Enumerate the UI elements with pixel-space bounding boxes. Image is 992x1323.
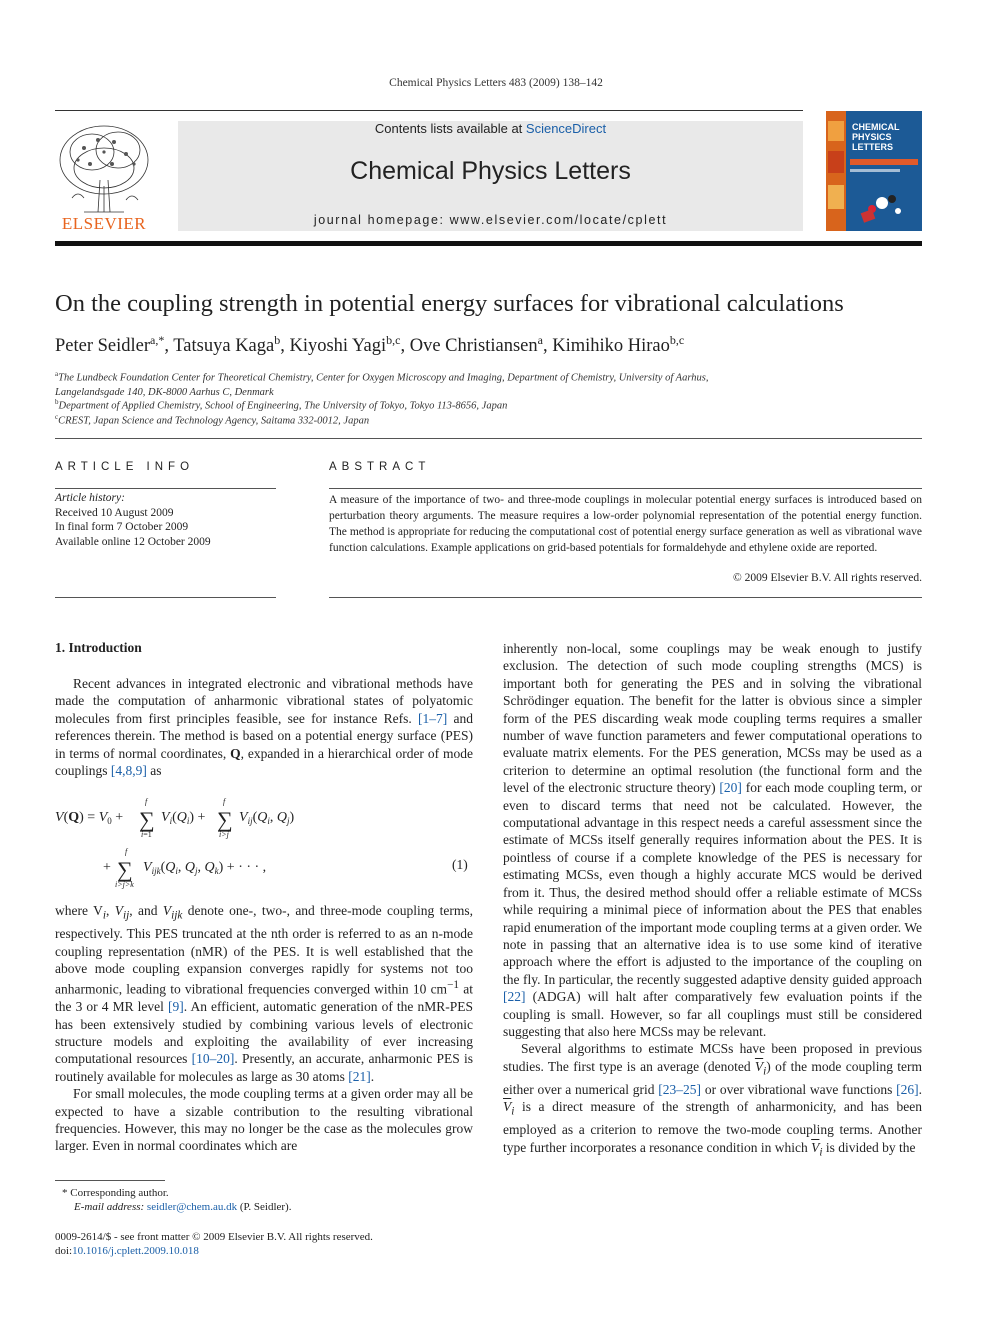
reference-link[interactable]: [21] bbox=[348, 1068, 371, 1084]
svg-text:Vijk(Qi, Qj, Qk) + · · · ,: $V_{ijk}(Q_i$, $Q_j$, $Q_k$) + · · · , bbox=[143, 860, 267, 876]
email-note bbox=[74, 1201, 291, 1213]
svg-text:∑: ∑ bbox=[139, 807, 155, 832]
email-suffix: (P. Seidler). bbox=[237, 1201, 292, 1213]
svg-text:∑: ∑ bbox=[217, 807, 233, 832]
paragraph-text: at the 3 or 4 MR level bbox=[55, 981, 473, 1015]
affiliation-mark: a bbox=[55, 370, 59, 378]
right-column-text: inherently non-local, some couplings may be weak enough to justify exclusion. The detection of such mode coupling strengths (MCS) is important both for generating the PES and in solving the vibrational Schrödinger equation. The benefit for the latter is obvious since a simpler form of the PES discarding weak mode coupling terms requires a smaller number of wave function parameters and fewer computational operations to evaluate matrix elements. For the PES generation, MCSs may be used as a criterion to determine an optimal resolution (the functional form and the level of the electronic structure theory) [20] for each mode coupling term, or even to discard terms that need not be calculated. However, the computational advantage in this respect needs a careful assessment since the estimate of MCSs itself generally requires information about the PES. It is pointless of course if a complete knowledge of the PES is necessary for estimating MCSs, even though a highly accurate MCS would be derived from it. Thus, the desired method should offer a reliable estimate of MCSs while requiring a minimal piece of information about the PES that enables rapid enumeration of the important mode coupling terms at a given order. We note in passing that an alternative idea is to use some kind of iterative approach where the effort is adjusted to the importance of the coupling on the fly. In particular, the recently suggested adaptive density guided approach [22] (ADGA) will halt after comparatively few evaluation points if the coupling is small. However, so far all couplings must still be considered suggesting that also here MCSs may be relevant. Several algorithms to estimate MCSs have been proposed in previous studies. The first type is an average (denoted $\overline{V}_i$) of the mode coupling term either over a numerical grid [23–25] or over vibrational wave functions [26]. $\overline{V}_i$ is a direct measure of the strength of anharmonicity, and has been employed as a criterion to remove the two-mode coupling terms. Another type further incorporates a resonance condition in which $\overline{V}_i$ is divided by the bbox=[503, 641, 922, 1159]
abstract-rule bbox=[329, 488, 922, 489]
article-title: On the coupling strength in potential energy surfaces for vibrational calculations bbox=[55, 290, 844, 317]
reference-link[interactable]: [20] bbox=[719, 780, 742, 796]
paragraph-text: Several algorithms to estimate MCSs have been proposed in previous studies. The first type is an average (denoted bbox=[503, 1041, 922, 1074]
paragraph-text: as bbox=[146, 763, 162, 779]
section-heading-introduction: 1. Introduction bbox=[55, 640, 142, 655]
doi-line bbox=[55, 1245, 199, 1257]
doi-label: doi: bbox=[55, 1245, 73, 1257]
abstract-copyright: © 2009 Elsevier B.V. All rights reserved. bbox=[733, 572, 922, 584]
svg-text:i>j: i>j bbox=[219, 830, 229, 839]
paragraph-text: for each mode coupling term, or even to discard terms that need not be calculated. However, the computational advantage in this respect needs a careful assessment since the estimate of MCSs itself generally requires information about the PES. It is pointless of course if a complete knowledge of the PES is necessary for estimating MCSs, even though a highly accurate MCS would be derived from it. Thus, the desired method should offer a reliable estimate of MCSs while requiring a minimal piece of information about the PES that enables rapid enumeration of the important mode coupling terms at a given order. We note in passing that an alternative idea is to use some kind of iterative approach where the effort is adjusted to the importance of the coupling on the fly. In particular, the recently suggested adaptive density guided approach bbox=[503, 780, 922, 987]
cover-title-line-3: LETTERS bbox=[852, 142, 894, 152]
paragraph-text: is divided by the bbox=[822, 1139, 916, 1155]
journal-cover bbox=[826, 111, 922, 231]
author-name[interactable]: Tatsuya Kaga bbox=[173, 336, 275, 357]
reference-link[interactable]: [9] bbox=[167, 999, 184, 1015]
equation-1-graphic bbox=[55, 795, 473, 895]
svg-text:∑: ∑ bbox=[117, 857, 133, 882]
paragraph-text: where V bbox=[55, 903, 103, 918]
article-info-bottom-rule bbox=[55, 597, 276, 598]
reference-link[interactable]: [26] bbox=[896, 1081, 919, 1097]
intro-paragraph-3: For small molecules, the mode coupling terms at a given order may all be expected to have a sizable contribution to the resulting vibrational frequencies. However, this may no longer be the case as the molecules grow larger. Even in normal coordinates which are bbox=[55, 1086, 473, 1154]
author-name[interactable]: Peter Seidler bbox=[55, 336, 151, 357]
article-history bbox=[55, 491, 285, 549]
header-rule bbox=[55, 110, 803, 111]
history-final: In final form 7 October 2009 bbox=[55, 521, 189, 533]
svg-text:Vij(Qi, Qj): $V_{ij}(Q_i$, $Q_j$) bbox=[239, 810, 295, 826]
affiliation-text: Department of Applied Chemistry, School of Engineering, The University of Tokyo, Tokyo 113-8656, Japan bbox=[58, 400, 508, 412]
intro-paragraph-2: where $V_i$, $V_{ij}$, and $V_{ijk}$ denote one-, two-, and three-mode coupling terms, respectively. This PES truncated at the nth order is referred to as an n-mode coupling representation (nMR) of the PES. It is well established that the above mode coupling expansion converges rapidly for systems not too anharmonic, leading to vibrational frequencies converged within 10 $cm^{-1}$ at the 3 or 4 MR level [9]. An efficient, automatic generation of the nMR-PES has been extensively studied by combining various levels of electronic structure models and exploiting the availability of ever increasing computational resources [10–20]. Presently, an accurate, anharmonic PES is routinely available for molecules as large as 30 atoms [21]. For small molecules, the mode coupling terms at a given order may all be expected to have a sizable contribution to the resulting vibrational frequencies. However, this may no longer be the case as the molecules grow larger. Even in normal coordinates which are bbox=[55, 903, 474, 1154]
affiliation-text: Langelandsgade 140, DK-8000 Aarhus C, Denmark bbox=[55, 386, 274, 398]
paragraph-text: . An efficient, automatic generation of the nMR-PES has been extensively studied by combining various levels of electronic structure models and exploiting the availability of ever increasing computational resources bbox=[55, 999, 474, 1067]
paragraph-text: , expanded in a hierarchical order of mode couplings bbox=[55, 745, 473, 779]
paragraph-text: . bbox=[918, 1081, 922, 1097]
svg-text:f: f bbox=[145, 797, 148, 806]
header-thick-rule bbox=[55, 241, 922, 246]
journal-citation: Chemical Physics Letters 483 (2009) 138–142 bbox=[389, 77, 603, 89]
paragraph-text: is a direct measure of the strength of anharmonicity, and has been employed as a criterion to remove the two-mode coupling terms. Another type further incorporates a resonance condition in which bbox=[503, 1099, 922, 1155]
author-name[interactable]: Kiyoshi Yagi bbox=[289, 336, 387, 357]
footnote-rule bbox=[55, 1180, 165, 1181]
journal-title: Chemical Physics Letters bbox=[350, 157, 631, 185]
equation-number: (1) bbox=[452, 857, 468, 872]
svg-text:f: f bbox=[125, 847, 128, 856]
author-name[interactable]: Ove Christiansen bbox=[409, 336, 538, 357]
paragraph-text: denote one-, two-, and three-mode coupling terms, respectively. This PES truncated at the nth order is referred to as an n-mode coupling representation (nMR) of the PES. It is well established that the above mode coupling expansion converges rapidly for systems not too anharmonic, leading to vibrational frequencies converged within 10 cm bbox=[55, 903, 473, 997]
affiliation-text: CREST, Japan Science and Technology Agency, Saitama 332-0012, Japan bbox=[58, 415, 370, 427]
abstract-bottom-rule bbox=[329, 597, 922, 598]
paragraph-text: inherently non-local, some couplings may be weak enough to justify exclusion. The detection of such mode coupling strengths (MCS) is important both for generating the PES and in solving the vibrational Schrödinger equation. The benefit for the latter is obvious since a simpler form of the PES discarding weak mode coupling terms requires a smaller number of wave function parameters and fewer computational operations to evaluate matrix elements. For the PES generation, MCSs may be used as a criterion to determine an optimal resolution (the functional form and the level of the electronic structure theory) bbox=[503, 641, 922, 796]
author-sup: a,* bbox=[150, 333, 165, 347]
paragraph-text: Recent advances in integrated electronic and vibrational methods have made the computation of anharmonic vibrational states of polyatomic molecules from first principles feasible, see for instance Refs. bbox=[55, 676, 473, 726]
affiliation-rule bbox=[55, 438, 922, 439]
svg-text:+: + bbox=[103, 860, 111, 875]
author-list: Peter Seidler$^{a,*}$, Tatsuya Kaga$^b$, Kiyoshi Yagi$^{b,c}$, Ove Christiansen$^a$, Kimihiko Hirao$^{b,c}$ bbox=[55, 333, 685, 357]
cover-title-line-2: PHYSICS bbox=[852, 132, 892, 142]
affiliation-c bbox=[55, 410, 369, 429]
paragraph-text: (ADGA) will halt after comparatively few evaluation points if the coupling is small. However, so far all couplings must still be considered suggesting that also here MCSs may be relevant. bbox=[503, 989, 922, 1039]
history-online: Available online 12 October 2009 bbox=[55, 535, 211, 548]
cover-title-line-1: CHEMICAL bbox=[852, 122, 900, 132]
author-name[interactable]: Kimihiko Hirao bbox=[552, 336, 670, 357]
svg-text:Vi(Qi) +: $V_i(Q_i)$ + bbox=[161, 810, 206, 826]
reference-link[interactable]: [23–25] bbox=[658, 1081, 702, 1097]
article-info-heading: ARTICLE INFO bbox=[55, 461, 195, 473]
email-link[interactable]: seidler@chem.au.dk bbox=[146, 1201, 238, 1213]
abstract-text: A measure of the importance of two- and three-mode couplings in molecular potential energy surfaces is introduced based on perturbation theory arguments. The measure requires a low-order polynomial representation of the potential energy function. The method is appropriate for reducing the computational cost of potential energy surface generation as well as vibrational wave function calculations. Example applications on grid-based potentials for formaldehyde and ethylene oxide are reported. bbox=[329, 494, 922, 554]
symbol-Q: Q bbox=[230, 745, 241, 761]
affiliation-mark: b bbox=[55, 398, 59, 406]
svg-text:i>j>k: i>j>k bbox=[115, 880, 134, 889]
paragraph-text: . Presently, an accurate, anharmonic PES is routinely available for molecules as large as 30 atoms bbox=[55, 1051, 473, 1084]
contents-line bbox=[178, 121, 803, 136]
author-sup: a bbox=[537, 333, 543, 347]
sciencedirect-link[interactable]: ScienceDirect bbox=[525, 121, 607, 136]
journal-homepage[interactable]: journal homepage: www.elsevier.com/locate/cplett bbox=[313, 213, 668, 227]
paragraph-text: or over vibrational wave functions bbox=[701, 1081, 897, 1097]
svg-text:V(Q) = V0 +: $V(Q) = V_0$ + bbox=[55, 810, 124, 826]
elsevier-logo bbox=[54, 120, 154, 240]
history-received: Received 10 August 2009 bbox=[55, 506, 174, 519]
issn-line: 0009-2614/$ - see front matter © 2009 Elsevier B.V. All rights reserved. bbox=[55, 1231, 373, 1243]
reference-link[interactable]: [4,8,9] bbox=[110, 763, 147, 779]
svg-text:f: f bbox=[223, 797, 226, 806]
author-sup: b,c bbox=[386, 333, 401, 347]
article-info-rule bbox=[55, 488, 276, 489]
affiliation-mark: c bbox=[55, 413, 59, 421]
corresponding-author-note: * Corresponding author. bbox=[62, 1187, 169, 1199]
reference-link[interactable]: [22] bbox=[503, 989, 526, 1005]
author-sup: b bbox=[274, 333, 281, 347]
author-sup: b,c bbox=[669, 333, 685, 347]
paragraph-text: ) of the mode coupling term either over a numerical grid bbox=[503, 1058, 922, 1097]
history-label: Article history: bbox=[55, 492, 125, 504]
affiliation-text: The Lundbeck Foundation Center for Theoretical Chemistry, Center for Oxygen Microscopy and Imaging, Department of Chemistry, University of Aarhus, bbox=[58, 372, 709, 384]
intro-paragraph-1 bbox=[55, 675, 473, 779]
reference-link[interactable]: [1–7] bbox=[418, 710, 448, 726]
email-label: E-mail address: bbox=[74, 1201, 147, 1213]
paragraph-text: . bbox=[370, 1068, 375, 1084]
cover-title bbox=[852, 122, 900, 152]
doi-link[interactable]: 10.1016/j.cplett.2009.10.018 bbox=[72, 1245, 199, 1257]
publisher-name: ELSEVIER bbox=[61, 214, 147, 233]
paragraph-text: and references therein. The method is based on a potential energy surface (PES) in terms of normal coordinates, bbox=[55, 710, 474, 761]
svg-text:i=1: i=1 bbox=[141, 830, 152, 839]
reference-link[interactable]: [10–20] bbox=[191, 1051, 235, 1067]
contents-prefix: Contents lists available at bbox=[374, 121, 526, 136]
equation-1 bbox=[55, 795, 473, 899]
abstract-heading: ABSTRACT bbox=[329, 461, 431, 473]
